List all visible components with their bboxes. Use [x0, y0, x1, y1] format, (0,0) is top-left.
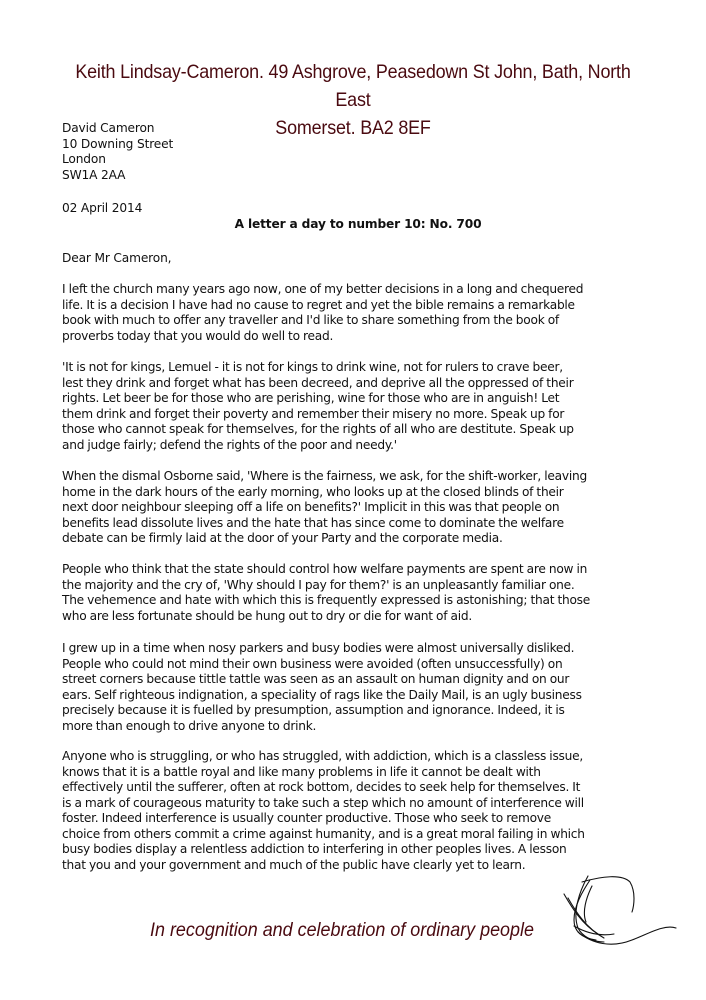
paragraph-line: busy bodies display a relentless addiction to interfering in other peoples lives. A lesson: [62, 842, 567, 856]
paragraph-line: is a mark of courageous maturity to take such a step which no amount of interference will: [62, 795, 584, 810]
recipient-city: London: [62, 152, 106, 166]
paragraph-line: choice from others commit a crime against humanity, and is a great moral failing in which: [62, 826, 585, 841]
paragraph-line: next door neighbour sleeping off a life on benefits?' Implicit in this was that people on: [62, 500, 560, 514]
paragraph-line: 'It is not for kings, Lemuel - it is not for kings to drink wine, not for rulers to crave beer,: [62, 360, 563, 374]
paragraph-line: them drink and forget their poverty and remember their misery no more. Speak up for: [62, 406, 565, 421]
paragraph-line: The vehemence and hate with which this is frequently expressed is astonishing; that those: [62, 593, 591, 607]
letter-subject: A letter a day to number 10: No. 700: [234, 217, 482, 231]
paragraph-line: proverbs today that you would do well to read.: [62, 328, 334, 343]
letter-date: 02 April 2014: [62, 201, 143, 215]
paragraph-line: precisely because it is fuelled by presumption, assumption and ignorance. Indeed, it is: [62, 703, 565, 717]
paragraph-line: life. It is a decision I have had no cause to regret and yet the bible remains a remarkable: [62, 297, 575, 312]
letterhead-line-1: Keith Lindsay-Cameron. 49 Ashgrove, Peasedown St John, Bath, North East: [75, 61, 631, 111]
paragraph-line: rights. Let beer be for those who are perishing, wine for those who are in anguish! Let: [62, 391, 560, 405]
recipient-postcode: SW1A 2AA: [62, 167, 126, 182]
paragraph-line: When the dismal Osborne said, 'Where is the fairness, we ask, for the shift-worker, leaving: [62, 469, 587, 483]
paragraph-line: I left the church many years ago now, one of my better decisions in a long and chequered: [62, 282, 584, 296]
paragraph-line: street corners because tittle tattle was seen as an assault on human dignity and on our: [62, 672, 570, 686]
paragraph-line: effectively until the sufferer, often at rock bottom, decides to seek help for themselves. It: [62, 780, 581, 794]
salutation: Dear Mr Cameron,: [62, 251, 172, 265]
paragraph-5: [62, 641, 662, 734]
paragraph-line: foster. Indeed interference is usually counter productive. Those who seek to remove: [62, 811, 552, 825]
signature-icon: [552, 872, 692, 962]
paragraph-line: Anyone who is struggling, or who has struggled, with addiction, which is a classless issue,: [62, 749, 583, 763]
recipient-name: David Cameron: [62, 121, 155, 135]
paragraph-line: and judge fairly; defend the rights of the poor and needy.': [62, 437, 397, 452]
paragraph-line: who are less fortunate should be hung out to dry or die for want of aid.: [62, 608, 472, 623]
paragraph-line: I grew up in a time when nosy parkers and busy bodies were almost universally disliked.: [62, 641, 575, 655]
paragraph-4: [62, 562, 662, 624]
paragraph-line: the majority and the cry of, 'Why should I pay for them?' is an unpleasantly familiar one.: [62, 577, 575, 592]
paragraph-2: [62, 360, 662, 453]
paragraph-line: ears. Self righteous indignation, a speciality of rags like the Daily Mail, is an ugly business: [62, 687, 582, 702]
recipient-street: 10 Downing Street: [62, 136, 174, 151]
paragraph-line: benefits lead dissolute lives and the hate that has since come to dominate the welfare: [62, 515, 564, 530]
closing-tagline: In recognition and celebration of ordinary people: [150, 919, 534, 941]
paragraph-line: lest they drink and forget what has been decreed, and deprive all the oppressed of their: [62, 375, 574, 390]
paragraph-line: People who could not mind their own business were avoided (often unsuccessfully) on: [62, 656, 563, 671]
recipient-address: [62, 121, 173, 183]
paragraph-line: knows that it is a battle royal and like many problems in life it cannot be dealt with: [62, 764, 541, 779]
paragraph-line: more than enough to drive anyone to drink.: [62, 718, 317, 733]
paragraph-6: [62, 749, 662, 873]
paragraph-1: [62, 282, 662, 344]
paragraph-line: those who cannot speak for themselves, for the rights of all who are destitute. Speak up: [62, 422, 574, 436]
paragraph-line: that you and your government and much of the public have clearly yet to learn.: [62, 857, 526, 872]
paragraph-line: home in the dark hours of the early morning, who looks up at the closed blinds of their: [62, 484, 564, 499]
paragraph-line: debate can be firmly laid at the door of your Party and the corporate media.: [62, 531, 503, 545]
paragraph-line: book with much to offer any traveller and I'd like to share something from the book of: [62, 313, 559, 327]
paragraph-3: [62, 469, 662, 547]
paragraph-line: People who think that the state should control how welfare payments are spent are now in: [62, 562, 588, 576]
letterhead-line-2: Somerset. BA2 8EF: [275, 117, 431, 139]
